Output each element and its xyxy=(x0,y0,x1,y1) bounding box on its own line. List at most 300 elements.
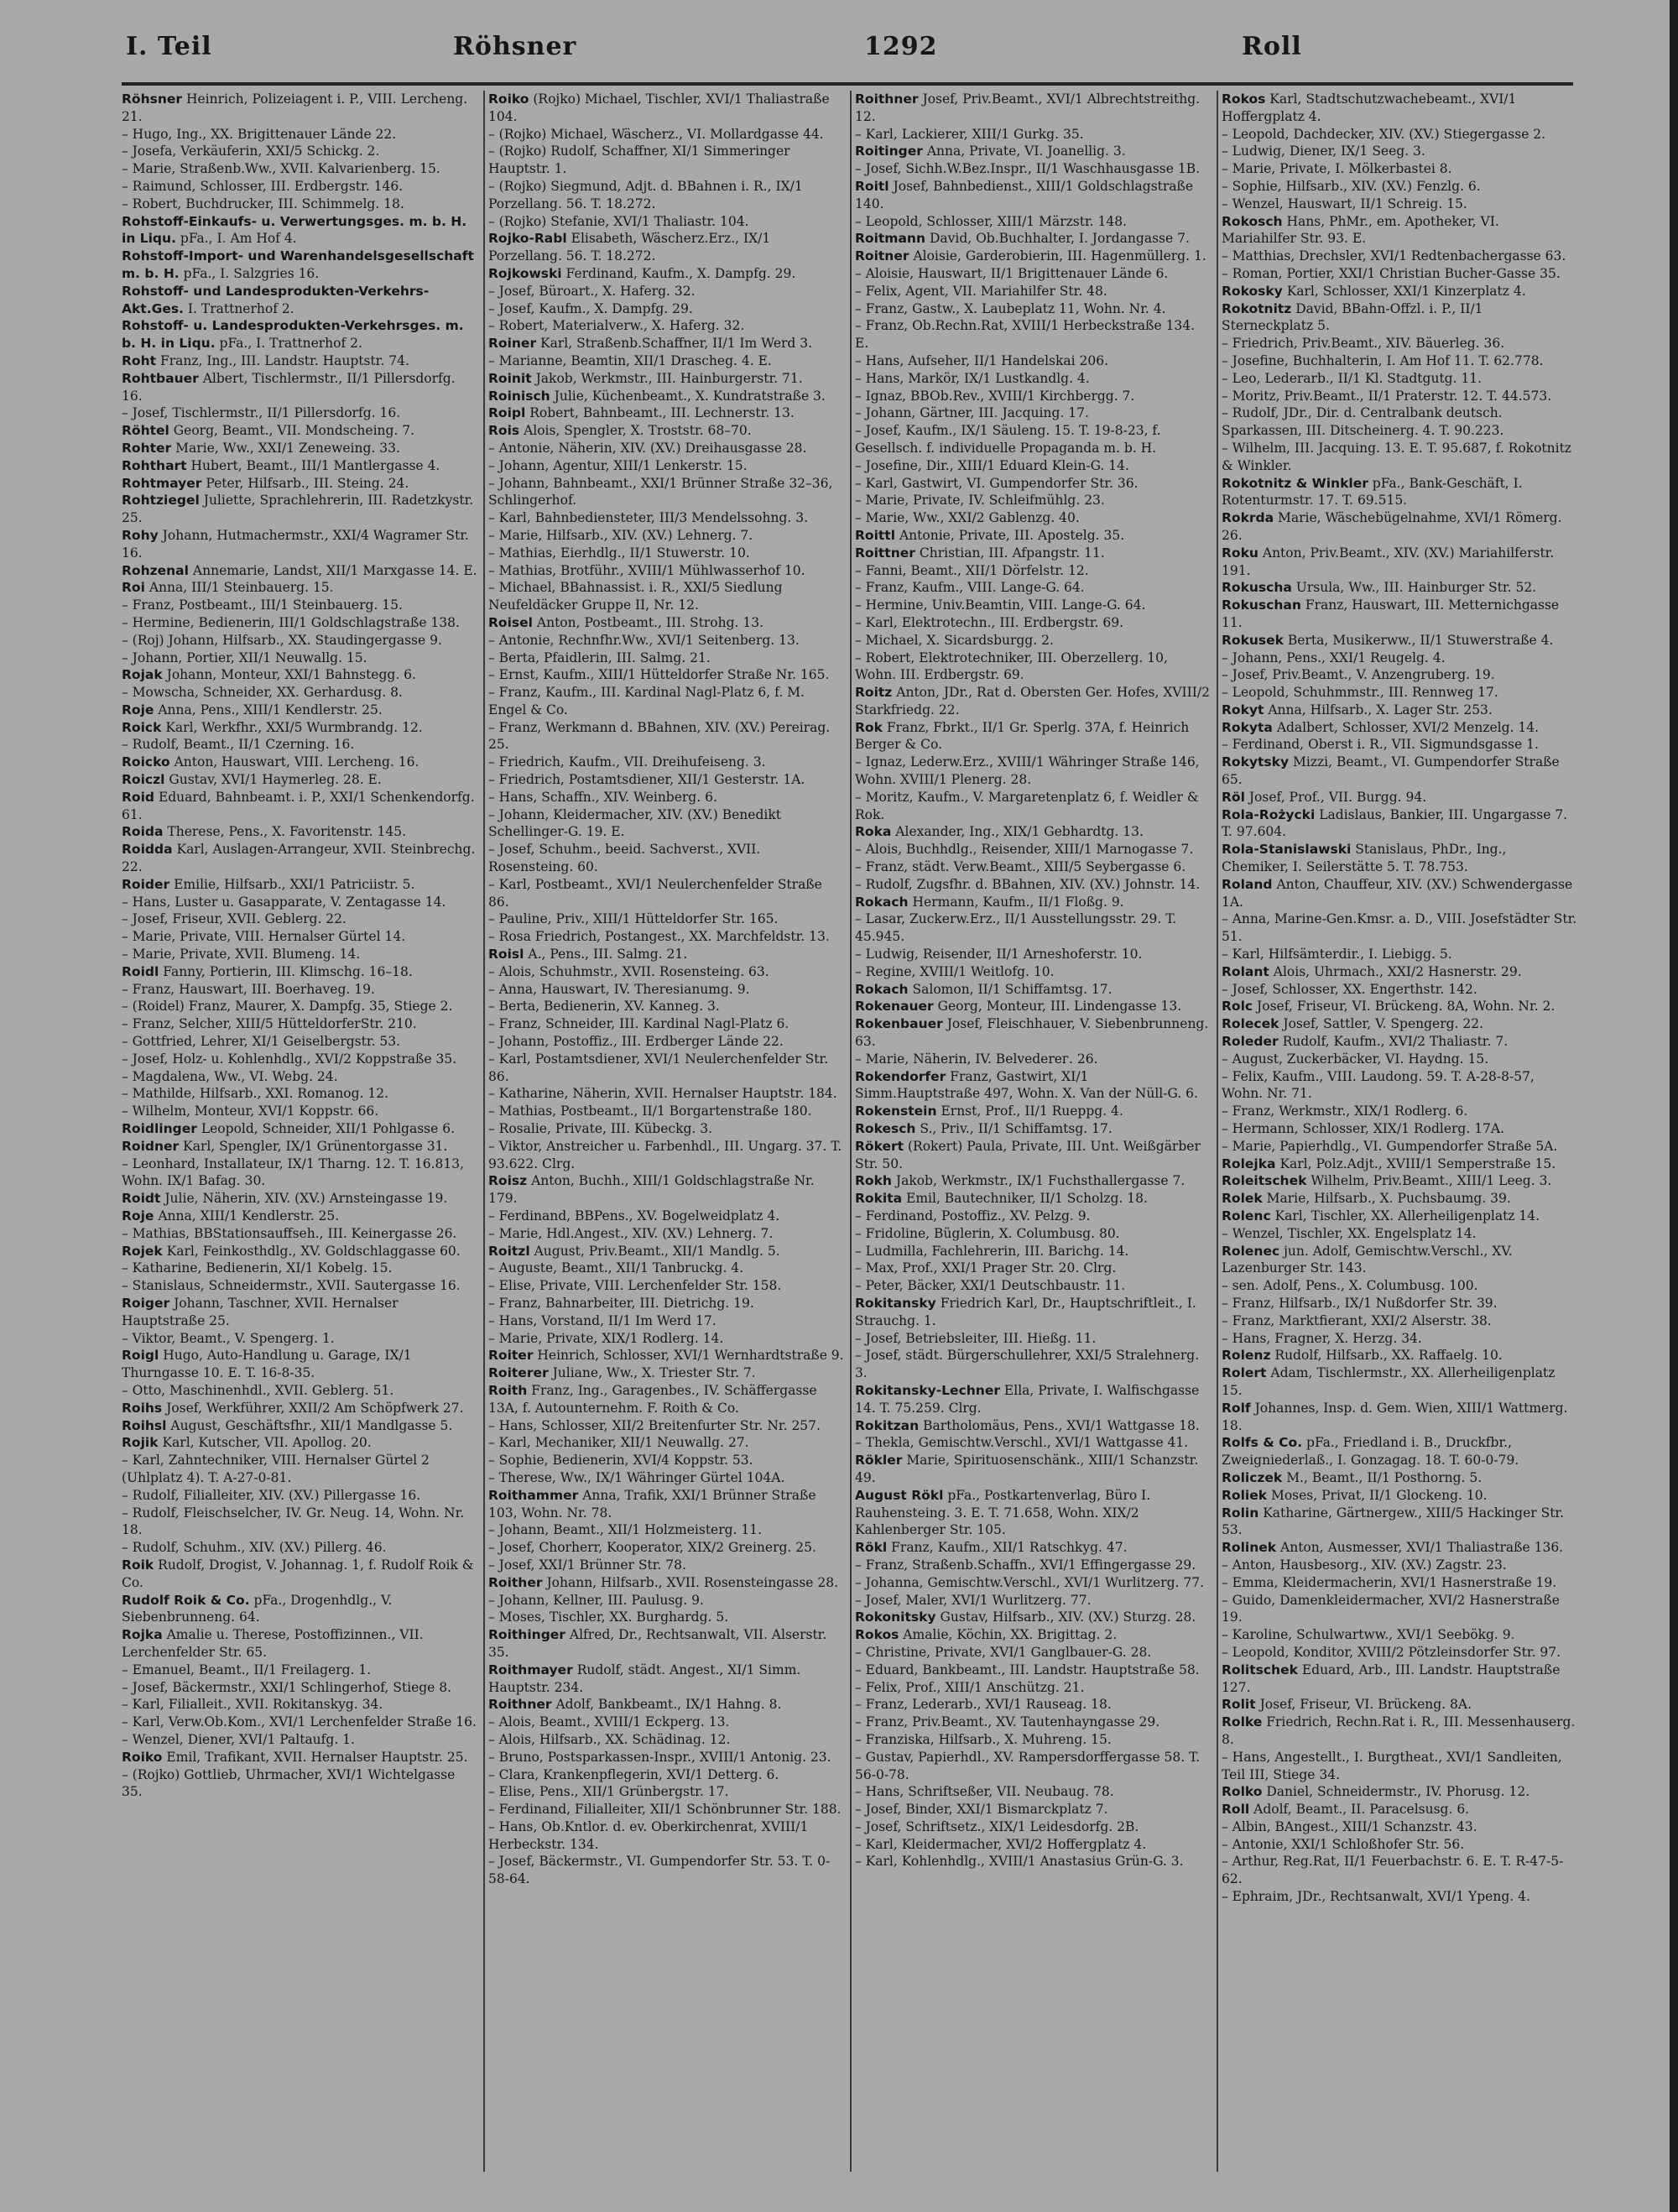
entry-surname: Rokytsky xyxy=(1222,754,1290,770)
entry-surname: Roisel xyxy=(488,614,533,630)
directory-entry xyxy=(855,1243,1211,1260)
directory-entry xyxy=(855,1696,1211,1714)
directory-entry xyxy=(122,1208,477,1225)
entry-details: Anton, JDr., Rat d. Obersten Ger. Hofes, XVIII/2 Starkfriedg. 22. xyxy=(855,685,1211,717)
directory-entry xyxy=(488,283,844,300)
directory-entry xyxy=(1222,1156,1577,1173)
entry-details: Ladislaus, Bankier, III. Ungargasse 7. T. 97.604. xyxy=(1222,806,1568,840)
entry-surname: Roihsl xyxy=(122,1417,167,1433)
entry-surname: Rokita xyxy=(855,1191,903,1207)
directory-entry xyxy=(1222,1190,1577,1208)
entry-surname: Roitner xyxy=(855,248,909,264)
directory-entry xyxy=(122,562,477,580)
entry-details: Gustav, XVI/1 Haymerleg. 28. E. xyxy=(169,772,382,788)
entry-surname: Roliczek xyxy=(1222,1469,1283,1485)
entry-surname: Rokyta xyxy=(1222,719,1273,735)
entry-details: Marie, Ww., XXI/1 Zeneweing. 33. xyxy=(175,440,400,456)
entry-details: Ferdinand, Kaufm., X. Dampfg. 29. xyxy=(565,265,796,281)
entry-details: – Johann, Pens., XXI/1 Reugelg. 4. xyxy=(1222,650,1446,665)
directory-entry xyxy=(122,1557,477,1592)
directory-entry xyxy=(855,422,1211,457)
entry-details: Juliette, Sprachlehrerin, III. Radetzkystr. 25. xyxy=(122,493,474,526)
entry-details: – Thekla, Gemischtw.Verschl., XVI/1 Wattgasse 41. xyxy=(855,1435,1189,1451)
entry-details: Rudolf, Hilfsarb., XX. Raffaelg. 10. xyxy=(1274,1348,1503,1364)
directory-entry xyxy=(488,1662,844,1697)
entry-details: – Bruno, Postsparkassen-Inspr., XVIII/1 Antonig. 23. xyxy=(488,1749,831,1765)
entry-details: – Franz, Ob.Rechn.Rat, XVIII/1 Herbeckstraße 134. E. xyxy=(855,318,1196,352)
directory-entry xyxy=(855,789,1211,824)
directory-entry xyxy=(122,963,477,981)
entry-details: Josef, Friseur, VI. Brückeng. 8A, Wohn. Nr. 2. xyxy=(1257,999,1556,1015)
directory-entry xyxy=(488,806,844,842)
entry-details: – Johann, Bahnbeamt., XXI/1 Brünner Straße 32–36, Schlingerhof. xyxy=(488,475,833,509)
entry-surname: Rokuschan xyxy=(1222,597,1301,613)
directory-entry xyxy=(855,300,1211,318)
directory-entry xyxy=(855,370,1211,388)
entry-surname: Roiko xyxy=(122,1749,163,1765)
directory-entry xyxy=(122,1400,477,1417)
entry-details: – Mathias, Eierhdlg., II/1 Stuwerstr. 10. xyxy=(488,545,750,561)
entry-details: – Leopold, Dachdecker, XIV. (XV.) Stiegergasse 2. xyxy=(1222,126,1546,142)
directory-entry xyxy=(855,1731,1211,1749)
entry-details: Bartholomäus, Pens., XVI/1 Wattgasse 18. xyxy=(923,1417,1200,1433)
entry-surname: Rohtziegel xyxy=(122,493,200,509)
entry-details: Josef, Werkführer, XXII/2 Am Schöpfwerk 27. xyxy=(166,1400,464,1416)
directory-entry xyxy=(122,1487,477,1505)
entry-details: – Felix, Agent, VII. Mariahilfer Str. 48. xyxy=(855,283,1107,299)
entry-details: Julie, Näherin, XIV. (XV.) Arnsteingasse 19. xyxy=(164,1191,448,1207)
directory-entry xyxy=(488,719,844,754)
entry-details: – Felix, Kaufm., VIII. Laudong. 59. T. A-28-8-57, Wohn. Nr. 71. xyxy=(1222,1068,1535,1102)
directory-entry xyxy=(488,1539,844,1557)
directory-entry xyxy=(855,1679,1211,1697)
entry-details: – Franz, Postbeamt., III/1 Steinbauerg. 15. xyxy=(122,597,403,613)
directory-entry xyxy=(1222,1364,1577,1400)
directory-entry xyxy=(855,352,1211,370)
column-2 xyxy=(488,91,844,2180)
entry-details: – Friedrich, Kaufm., VII. Dreihufeiseng. 3. xyxy=(488,754,766,770)
directory-entry xyxy=(855,178,1211,213)
directory-entry xyxy=(855,317,1211,352)
entry-details: – Ludwig, Diener, IX/1 Seeg. 3. xyxy=(1222,143,1425,159)
entry-details: Heinrich, Schlosser, XVI/1 Wernhardtstraße 9. xyxy=(537,1348,844,1364)
entry-details: – Hans, Fragner, X. Herzg. 34. xyxy=(1222,1330,1422,1346)
entry-details: Annemarie, Landst, XII/1 Marxgasse 14. E. xyxy=(192,562,477,578)
directory-entry xyxy=(488,265,844,283)
entry-details: – Rudolf, Schuhm., XIV. (XV.) Pillerg. 46. xyxy=(122,1540,387,1556)
directory-entry xyxy=(122,404,477,422)
directory-entry xyxy=(488,422,844,440)
directory-entry xyxy=(488,404,844,422)
entry-details: – Johanna, Gemischtw.Verschl., XVI/1 Wurlitzerg. 77. xyxy=(855,1574,1205,1590)
entry-details: Anna, Pens., XIII/1 Kendlerstr. 25. xyxy=(158,702,383,717)
entry-details: pFa., Drogenhdlg., V. Siebenbrunneng. 64. xyxy=(122,1592,393,1625)
entry-surname: August Rökl xyxy=(855,1487,944,1503)
directory-entry xyxy=(488,545,844,562)
directory-entry xyxy=(488,126,844,143)
entry-details: Adolf, Beamt., II. Paracelsusg. 6. xyxy=(1253,1802,1470,1818)
entry-details: – Josef, Tischlermstr., II/1 Pillersdorfg. 16. xyxy=(122,405,401,421)
entry-details: – Friedrich, Priv.Beamt., XIV. Bäuerlеg. 36. xyxy=(1222,336,1505,352)
directory-entry xyxy=(1222,1574,1577,1592)
entry-surname: Rolin xyxy=(1222,1505,1259,1521)
directory-entry xyxy=(122,317,477,352)
directory-entry xyxy=(855,894,1211,911)
entry-surname: Rokos xyxy=(1222,91,1266,107)
entry-details: – (Roj) Johann, Hilfsarb., XX. Staudingergasse 9. xyxy=(122,632,442,648)
entry-details: – Rosalie, Private, III. Kübeckg. 3. xyxy=(488,1121,713,1137)
entry-details: Marie, Hilfsarb., X. Puchsbaumg. 39. xyxy=(1266,1191,1511,1207)
entry-details: – Antonie, Näherin, XIV. (XV.) Dreihausgasse 28. xyxy=(488,440,807,456)
directory-entry xyxy=(122,1190,477,1208)
entry-surname: Roithinger xyxy=(488,1627,565,1643)
entry-details: August, Geschäftsfhr., XII/1 Mandlgasse 5. xyxy=(170,1417,453,1433)
directory-entry xyxy=(1222,1225,1577,1243)
directory-entry xyxy=(488,666,844,684)
directory-entry xyxy=(488,1574,844,1592)
entry-details: Fanny, Portierin, III. Klimschg. 16–18. xyxy=(163,963,413,979)
directory-entry xyxy=(1222,702,1577,719)
entry-details: – Leo, Lederarb., II/1 Kl. Stadtgutg. 11. xyxy=(1222,370,1483,386)
entry-surname: Rolecek xyxy=(1222,1016,1279,1032)
directory-entry xyxy=(1222,789,1577,806)
directory-entry xyxy=(1222,1662,1577,1697)
entry-details: – Rudolf, Filialleiter, XIV. (XV.) Pillergasse 16. xyxy=(122,1487,421,1503)
directory-entry xyxy=(855,562,1211,580)
directory-entry xyxy=(855,230,1211,248)
directory-entry xyxy=(122,1679,477,1697)
directory-entry xyxy=(122,1662,477,1679)
directory-entry xyxy=(1222,1801,1577,1818)
entry-details: – Wilhelm, III. Jacquing. 13. E. T. 95.687, f. Rokotnitz & Winkler. xyxy=(1222,440,1571,473)
directory-entry xyxy=(122,946,477,963)
entry-details: – Rudolf, JDr., Dir. d. Centralbank deutsch. Sparkassen, III. Ditscheinerg. 4. T. 90.223. xyxy=(1222,405,1504,439)
directory-entry xyxy=(488,614,844,632)
entry-details: Ernst, Prof., II/1 Rueppg. 4. xyxy=(941,1103,1123,1119)
entry-details: – Josef, Maler, XVI/1 Wurlitzerg. 77. xyxy=(855,1592,1092,1608)
entry-surname: Rola-Rożycki xyxy=(1222,806,1316,822)
directory-entry xyxy=(1222,1103,1577,1120)
entry-details: – Friedrich, Postamtsdiener, XII/1 Gesterstr. 1A. xyxy=(488,772,805,788)
entry-surname: Roht xyxy=(122,352,157,368)
entry-details: – Karl, Kleidermacher, XVI/2 Hoffergplatz 4. xyxy=(855,1836,1147,1852)
directory-entry xyxy=(855,719,1211,754)
directory-entry xyxy=(855,614,1211,632)
entry-details: – Hugo, Ing., XX. Brigittenauer Lände 22. xyxy=(122,126,397,142)
directory-entry xyxy=(488,1521,844,1539)
directory-entry xyxy=(488,1364,844,1382)
directory-entry xyxy=(488,632,844,650)
directory-entry xyxy=(1222,736,1577,754)
directory-entry xyxy=(1222,806,1577,842)
entry-details: – Marie, Ww., XXI/2 Gablenzg. 40. xyxy=(855,510,1080,526)
entry-details: – Wenzel, Tischler, XX. Engelsplatz 14. xyxy=(1222,1225,1477,1241)
entry-details: – Ludwig, Reisender, II/1 Arneshoferstr. 10. xyxy=(855,947,1143,963)
directory-entry xyxy=(855,1783,1211,1801)
entry-details: – (Rojko) Siegmund, Adjt. d. BBahnen i. R., IX/1 Porzellang. 56. T. 18.272. xyxy=(488,178,803,211)
directory-entry xyxy=(488,754,844,771)
entry-details: Friedrich Karl, Dr., Hauptschriftleit., I. Strauchg. 1. xyxy=(855,1295,1196,1328)
entry-surname: Roll xyxy=(1222,1802,1250,1818)
entry-surname: Rohstoff- u. Landesprodukten-Verkehrsges. m. b. H. in Liqu. xyxy=(122,318,464,352)
directory-entry xyxy=(1222,335,1577,352)
entry-details: – Franz, Hauswart, III. Boerhaveg. 19. xyxy=(122,981,375,997)
directory-entry xyxy=(855,963,1211,981)
entry-surname: Roipl xyxy=(488,405,526,421)
directory-entry xyxy=(1222,126,1577,143)
directory-entry xyxy=(1222,1888,1577,1906)
directory-entry xyxy=(1222,1487,1577,1505)
entry-details: Juliane, Ww., X. Triester Str. 7. xyxy=(552,1365,756,1381)
directory-entry xyxy=(855,1818,1211,1836)
entry-surname: Rolenc xyxy=(1222,1208,1271,1223)
directory-entry xyxy=(1222,841,1577,876)
entry-details: – Leonhard, Installateur, IX/1 Tharng. 12. T. 16.813, Wohn. IX/1 Bafag. 30. xyxy=(122,1156,465,1189)
entry-details: Rudolf, Drogist, V. Johannag. 1, f. Rudolf Roik & Co. xyxy=(122,1557,474,1590)
directory-entry xyxy=(488,475,844,510)
entry-details: – Guido, Damenkleidermacher, XVI/2 Hasnerstraße 19. xyxy=(1222,1592,1560,1625)
entry-details: – Karl, Verw.Ob.Kom., XVI/1 Lerchenfelder Straße 16. xyxy=(122,1714,477,1730)
directory-entry xyxy=(122,928,477,946)
directory-entry xyxy=(122,91,477,126)
entry-surname: Rolfs & Co. xyxy=(1222,1435,1303,1451)
entry-details: – Otto, Maschinenhdl., XVII. Geblerg. 51. xyxy=(122,1382,394,1398)
directory-entry xyxy=(488,1347,844,1364)
entry-details: Hermann, Kaufm., II/1 Floßg. 9. xyxy=(912,894,1124,910)
directory-entry xyxy=(488,1801,844,1818)
entry-details: pFa., I. Trattnerhof 2. xyxy=(219,336,362,352)
directory-entry xyxy=(855,248,1211,265)
entry-surname: Röhsner xyxy=(122,91,183,107)
directory-entry xyxy=(488,1557,844,1574)
entry-details: Johannes, Insp. d. Gem. Wien, XIII/1 Wattmerg. 18. xyxy=(1222,1400,1568,1433)
entry-details: – Christine, Private, XVI/1 Ganglbauer-G. 28. xyxy=(855,1644,1152,1660)
entry-details: – Ferdinand, Oberst i. R., VII. Sigmundsgasse 1. xyxy=(1222,737,1539,753)
entry-details: Julie, Küchenbeamt., X. Kundratstraße 3. xyxy=(554,388,826,404)
directory-entry xyxy=(488,963,844,981)
entry-details: – Gottfried, Lehrer, XI/1 Geiselbergstr. 53. xyxy=(122,1034,401,1050)
entry-surname: Rokenauer xyxy=(855,999,934,1015)
entry-details: S., Priv., II/1 Schiffamtsg. 17. xyxy=(920,1121,1113,1137)
directory-entry xyxy=(1222,1853,1577,1888)
directory-entry xyxy=(1222,1138,1577,1156)
entry-details: – Johann, Agentur, XIII/1 Lenkerstr. 15. xyxy=(488,457,748,473)
entry-details: – Leopold, Konditor, XVIII/2 Pötzleinsdorfer Str. 97. xyxy=(1222,1644,1561,1660)
entry-details: – Clara, Krankenpflegerin, XVI/1 Detterg. 6. xyxy=(488,1766,779,1782)
entry-details: – Hermine, Univ.Beamtin, VIII. Lange-G. 64. xyxy=(855,597,1146,613)
entry-surname: Rokyt xyxy=(1222,702,1264,717)
directory-entry xyxy=(855,1068,1211,1103)
entry-details: – Antonie, XXI/1 Schloßhofer Str. 56. xyxy=(1222,1836,1465,1852)
directory-entry xyxy=(1222,1051,1577,1068)
directory-entry xyxy=(855,910,1211,946)
entry-details: Anna, Hilfsarb., X. Lager Str. 253. xyxy=(1268,702,1493,717)
directory-entry xyxy=(122,1138,477,1156)
entry-details: Hugo, Auto-Handlung u. Garage, IX/1 Thurngasse 10. E. T. 16-8-35. xyxy=(122,1348,412,1381)
entry-details: – Mathias, BBStationsauffseh., III. Keinergasse 26. xyxy=(122,1225,457,1241)
directory-entry xyxy=(1222,963,1577,981)
entry-details: Emilie, Hilfsarb., XXI/1 Patriciistr. 5. xyxy=(174,876,415,892)
directory-entry xyxy=(855,126,1211,143)
entry-details: – Johann, Beamt., XII/1 Holzmeisterg. 11. xyxy=(488,1522,763,1538)
directory-entry xyxy=(122,422,477,440)
entry-surname: Roidner xyxy=(122,1138,180,1154)
directory-entry xyxy=(122,841,477,876)
entry-details: – Josef, Friseur, XVII. Geblerg. 22. xyxy=(122,911,347,927)
entry-details: – Hans, Markör, IX/1 Lustkandlg. 4. xyxy=(855,370,1090,386)
entry-surname: Roitzl xyxy=(488,1243,530,1259)
entry-details: – Franz, Kaufm., III. Kardinal Nagl-Platz 6, f. M. Engel & Co. xyxy=(488,685,805,717)
entry-details: – Josef, Schuhm., beeid. Sachverst., XVII. Rosensteing. 60. xyxy=(488,842,761,875)
directory-entry xyxy=(1222,1243,1577,1278)
directory-entry xyxy=(122,283,477,318)
entry-details: – Josef, Sichh.W.Bez.Inspr., II/1 Waschhausgasse 1B. xyxy=(855,161,1201,177)
entry-details: – Karl, Gastwirt, VI. Gumpendorfer Str. 36. xyxy=(855,475,1139,491)
directory-entry xyxy=(122,771,477,789)
directory-entry xyxy=(1222,1400,1577,1435)
directory-entry xyxy=(122,1085,477,1103)
entry-details: – Max, Prof., XXI/1 Prager Str. 20. Clrg. xyxy=(855,1260,1117,1276)
entry-details: Marie, Spirituosenschänk., XIII/1 Schanzstr. 49. xyxy=(855,1453,1199,1485)
directory-entry xyxy=(122,1051,477,1068)
entry-details: – Berta, Bedienerin, XV. Kanneg. 3. xyxy=(488,999,720,1015)
directory-entry xyxy=(488,876,844,911)
entry-details: Heinrich, Polizeiagent i. P., VIII. Lercheng. 21. xyxy=(122,91,468,124)
entry-details: – Franz, Lederarb., XVI/1 Rauseag. 18. xyxy=(855,1697,1112,1713)
directory-entry xyxy=(1222,352,1577,370)
directory-entry xyxy=(488,1015,844,1033)
directory-entry xyxy=(488,1225,844,1243)
entry-surname: Rolit xyxy=(1222,1697,1256,1713)
entry-surname: Rohthart xyxy=(122,457,187,473)
entry-surname: Rojik xyxy=(122,1435,159,1451)
entry-details: pFa., I. Am Hof 4. xyxy=(180,231,297,247)
directory-entry xyxy=(488,1085,844,1103)
directory-entry xyxy=(1222,1505,1577,1540)
directory-entry xyxy=(855,632,1211,650)
entry-details: – Emanuel, Beamt., II/1 Freilagerg. 1. xyxy=(122,1662,372,1677)
entry-details: Josef, Bahnbedienst., XIII/1 Goldschlagstraße 140. xyxy=(855,178,1194,211)
entry-details: Emil, Bautechniker, II/1 Scholzg. 18. xyxy=(906,1191,1148,1207)
directory-entry xyxy=(122,998,477,1015)
entry-details: Alexander, Ing., XIX/1 Gebhardtg. 13. xyxy=(895,824,1144,840)
directory-entry xyxy=(488,1592,844,1609)
entry-details: – Marianne, Beamtin, XII/1 Drascheg. 4. E. xyxy=(488,352,772,368)
directory-entry xyxy=(855,579,1211,597)
entry-surname: Rolenz xyxy=(1222,1348,1271,1364)
entry-details: Franz, Hauswart, III. Metternichgasse 11. xyxy=(1222,597,1560,630)
directory-entry xyxy=(122,1156,477,1191)
directory-entry xyxy=(488,143,844,178)
column-3 xyxy=(855,91,1211,2180)
entry-details: Hans, PhMr., em. Apotheker, VI. Mariahilfer Str. 93. E. xyxy=(1222,213,1499,247)
directory-entry xyxy=(1222,388,1577,405)
entry-surname: Roje xyxy=(122,702,154,717)
directory-entry xyxy=(1222,475,1577,510)
entry-details: – Marie, Straßenb.Ww., XVII. Kalvarienberg. 15. xyxy=(122,161,440,177)
directory-entry xyxy=(855,509,1211,527)
directory-entry xyxy=(1222,946,1577,963)
entry-surname: Rohstoff-Import- und Warenhandelsgesellschaft m. b. H. xyxy=(122,248,474,281)
directory-entry xyxy=(122,1015,477,1033)
entry-details: Moses, Privat, II/1 Glockeng. 10. xyxy=(1270,1487,1488,1503)
entry-details: Karl, Tischler, XX. Allerheiligenplatz 14. xyxy=(1274,1208,1540,1223)
entry-surname: Roitz xyxy=(855,685,893,701)
entry-surname: Roidl xyxy=(122,963,159,979)
directory-entry xyxy=(1222,1312,1577,1330)
entry-surname: Roitmann xyxy=(855,231,925,247)
entry-details: Amalie u. Therese, Postoffizinnen., VII. Lerchenfelder Str. 65. xyxy=(122,1627,424,1660)
directory-entry xyxy=(855,1487,1211,1539)
entry-surname: Rojkowski xyxy=(488,265,562,281)
directory-entry xyxy=(488,1783,844,1801)
entry-surname: Rolert xyxy=(1222,1365,1267,1381)
directory-entry xyxy=(855,265,1211,283)
entry-details: – Marie, Papierhdlg., VI. Gumpendorfer Straße 5A. xyxy=(1222,1138,1558,1154)
entry-details: – Viktor, Beamt., V. Spengerg. 1. xyxy=(122,1330,335,1346)
entry-details: Jakob, Werkmstr., III. Hainburgerstr. 71. xyxy=(535,370,803,386)
entry-details: – Katharine, Näherin, XVII. Hernalser Hauptstr. 184. xyxy=(488,1086,837,1102)
entry-details: Albert, Tischlermstr., II/1 Pillersdorfg. 16. xyxy=(122,370,456,404)
entry-details: Jakob, Werkmstr., IX/1 Fuchsthallergasse 7. xyxy=(895,1173,1186,1189)
entry-details: – Rudolf, Beamt., II/1 Czerning. 16. xyxy=(122,737,355,753)
directory-entry xyxy=(855,1103,1211,1120)
entry-surname: Rohzenal xyxy=(122,562,189,578)
directory-entry xyxy=(488,352,844,370)
entry-details: (Rokert) Paula, Private, III. Unt. Weißgärber Str. 50. xyxy=(855,1138,1201,1171)
directory-entry xyxy=(122,789,477,824)
entry-details: – Robert, Buchdrucker, III. Schimmelg. 18. xyxy=(122,196,404,211)
entry-surname: Rojko-Rabl xyxy=(488,231,567,247)
directory-entry xyxy=(488,335,844,352)
entry-details: – Alois, Beamt., XVIII/1 Eckperg. 13. xyxy=(488,1714,730,1730)
directory-entry xyxy=(1222,1557,1577,1574)
entry-surname: Roiczl xyxy=(122,772,165,788)
directory-entry xyxy=(488,1120,844,1138)
directory-entry xyxy=(1222,1836,1577,1854)
directory-entry xyxy=(855,1120,1211,1138)
entry-surname: Rohstoff- und Landesprodukten-Verkehrs-Akt.Ges. xyxy=(122,283,430,316)
directory-entry xyxy=(855,475,1211,493)
entry-surname: Roidda xyxy=(122,842,173,858)
directory-entry xyxy=(122,1225,477,1243)
entry-details: – Ernst, Kaufm., XIII/1 Hütteldorfer Straße Nr. 165. xyxy=(488,667,830,683)
directory-entry xyxy=(122,823,477,841)
directory-entry xyxy=(488,1452,844,1469)
entry-details: Amalie, Köchin, XX. Brigittag. 2. xyxy=(903,1627,1118,1643)
directory-entry xyxy=(488,1731,844,1749)
entry-details: – Hans, Luster u. Gasapparate, V. Zentagasse 14. xyxy=(122,894,446,910)
entry-surname: Roihs xyxy=(122,1400,163,1416)
entry-details: – Michael, BBahnassist. i. R., XXI/5 Siedlung Neufeldäcker Gruppe II, Nr. 12. xyxy=(488,580,783,613)
entry-details: – Rudolf, Fleischselcher, IV. Gr. Neug. 14, Wohn. Nr. 18. xyxy=(122,1505,465,1538)
entry-details: August, Priv.Beamt., XII/1 Mandlg. 5. xyxy=(534,1243,780,1259)
entry-details: – Franz, Marktfierant, XXI/2 Alserstr. 38. xyxy=(1222,1312,1492,1328)
directory-entry xyxy=(122,457,477,475)
entry-details: Georg, Monteur, III. Lindengasse 13. xyxy=(937,999,1182,1015)
directory-entry xyxy=(1222,1626,1577,1644)
directory-entry xyxy=(122,1592,477,1627)
entry-details: David, Ob.Buchhalter, I. Jordangasse 7. xyxy=(929,231,1190,247)
directory-entry xyxy=(488,1033,844,1051)
entry-surname: Rolinek xyxy=(1222,1540,1277,1556)
entry-surname: Röl xyxy=(1222,789,1245,805)
directory-entry xyxy=(122,894,477,911)
entry-details: – Johann, Kellner, III. Paulusg. 9. xyxy=(488,1592,704,1608)
entry-surname: Roidlinger xyxy=(122,1121,197,1137)
directory-entry xyxy=(855,1452,1211,1487)
entry-details: – Aloisie, Hauswart, II/1 Brigittenauer Lände 6. xyxy=(855,265,1169,281)
